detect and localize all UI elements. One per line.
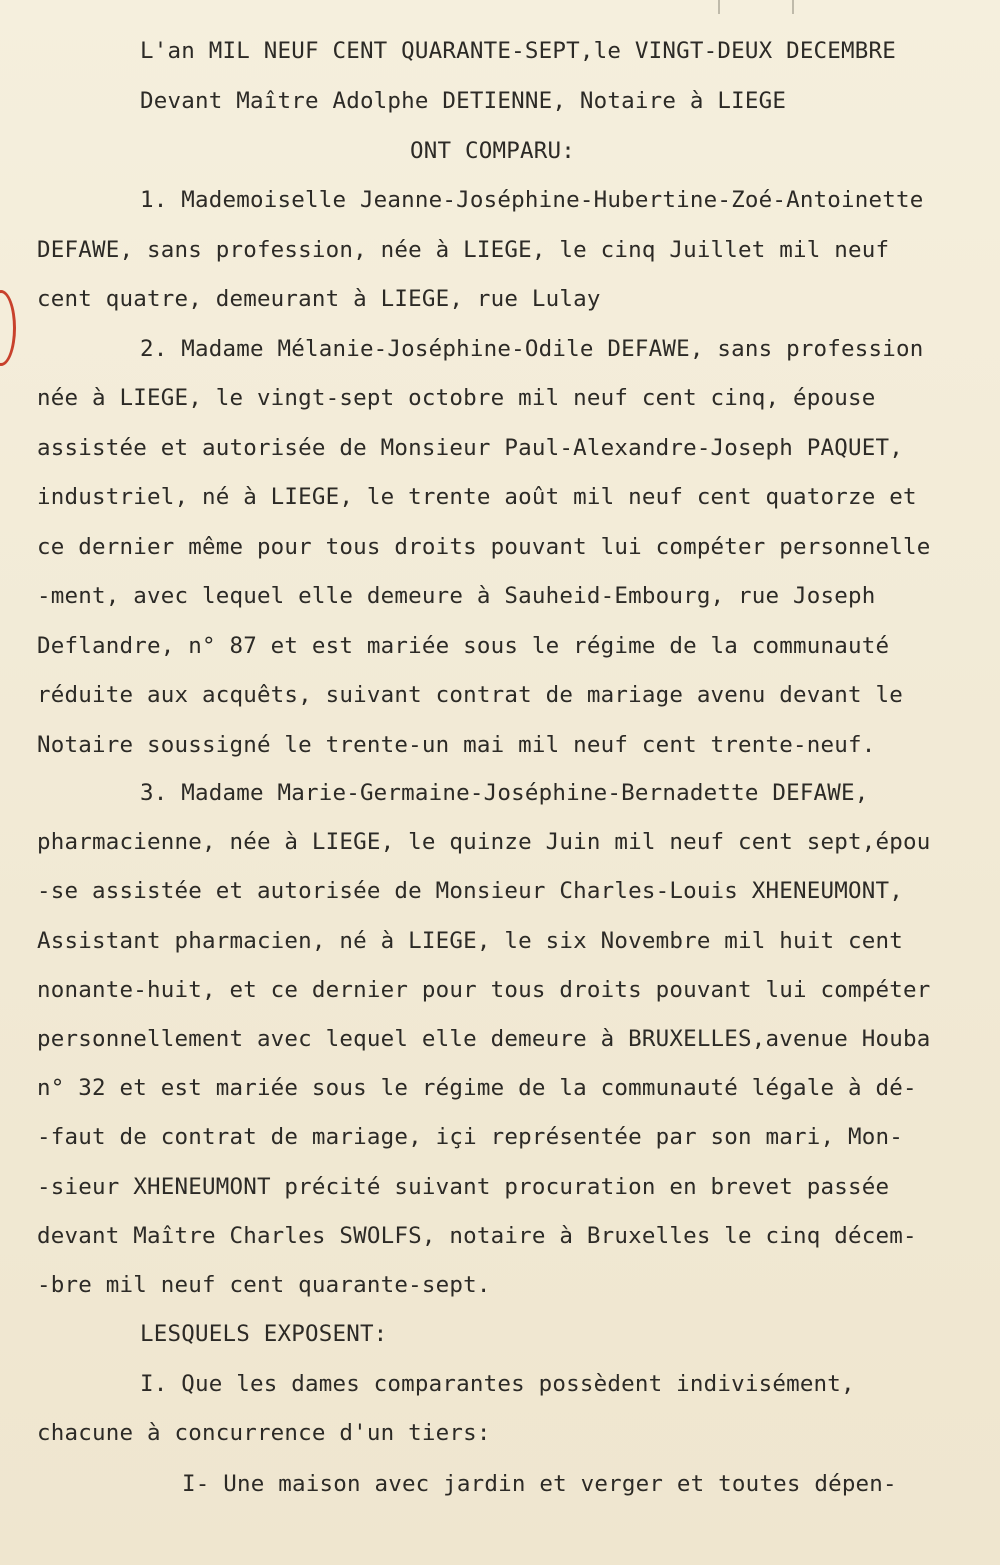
text-line: L'an MIL NEUF CENT QUARANTE-SEPT,le VINGT-DEUX DECEMBRE [140, 38, 897, 64]
text-line: -faut de contrat de mariage, içi représentée par son mari, Mon- [37, 1124, 904, 1150]
text-line: I- Une maison avec jardin et verger et toutes dépen- [182, 1471, 897, 1497]
text-line: chacune à concurrence d'un tiers: [37, 1420, 491, 1446]
top-edge-mark [718, 0, 720, 14]
text-line: pharmacienne, née à LIEGE, le quinze Juin mil neuf cent sept,épou [37, 829, 931, 855]
text-line: ce dernier même pour tous droits pouvant lui compéter personnelle [37, 534, 931, 560]
text-line: -se assistée et autorisée de Monsieur Charles-Louis XHENEUMONT, [37, 878, 904, 904]
text-line: 2. Madame Mélanie-Joséphine-Odile DEFAWE, sans profession [140, 336, 924, 362]
text-line: Notaire soussigné le trente-un mai mil neuf cent trente-neuf. [37, 732, 876, 758]
text-line: Assistant pharmacien, né à LIEGE, le six Novembre mil huit cent [37, 928, 904, 954]
text-line: -sieur XHENEUMONT précité suivant procuration en brevet passée [37, 1174, 890, 1200]
section-heading: LESQUELS EXPOSENT: [140, 1321, 388, 1347]
text-line: personnellement avec lequel elle demeure à BRUXELLES,avenue Houba [37, 1026, 931, 1052]
text-line: -bre mil neuf cent quarante-sept. [37, 1272, 491, 1298]
text-line: née à LIEGE, le vingt-sept octobre mil neuf cent cinq, épouse [37, 385, 876, 411]
text-line: nonante-huit, et ce dernier pour tous droits pouvant lui compéter [37, 977, 931, 1003]
text-line: I. Que les dames comparantes possèdent indivisément, [140, 1371, 855, 1397]
section-heading: ONT COMPARU: [410, 138, 575, 164]
text-line: industriel, né à LIEGE, le trente août mil neuf cent quatorze et [37, 484, 917, 510]
text-line: cent quatre, demeurant à LIEGE, rue Lulay [37, 286, 601, 312]
text-line: Devant Maître Adolphe DETIENNE, Notaire à LIEGE [140, 88, 787, 114]
text-line: assistée et autorisée de Monsieur Paul-Alexandre-Joseph PAQUET, [37, 435, 904, 461]
text-line: 1. Mademoiselle Jeanne-Joséphine-Hubertine-Zoé-Antoinette [140, 187, 924, 213]
text-line: devant Maître Charles SWOLFS, notaire à Bruxelles le cinq décem- [37, 1223, 917, 1249]
text-line: DEFAWE, sans profession, née à LIEGE, le cinq Juillet mil neuf [37, 237, 890, 263]
text-line: -ment, avec lequel elle demeure à Sauheid-Embourg, rue Joseph [37, 583, 876, 609]
top-edge-mark [792, 0, 794, 14]
text-line: 3. Madame Marie-Germaine-Joséphine-Bernadette DEFAWE, [140, 780, 869, 806]
text-line: n° 32 et est mariée sous le régime de la communauté légale à dé- [37, 1075, 917, 1101]
text-line: Deflandre, n° 87 et est mariée sous le régime de la communauté [37, 633, 890, 659]
text-line: réduite aux acquêts, suivant contrat de mariage avenu devant le [37, 682, 904, 708]
